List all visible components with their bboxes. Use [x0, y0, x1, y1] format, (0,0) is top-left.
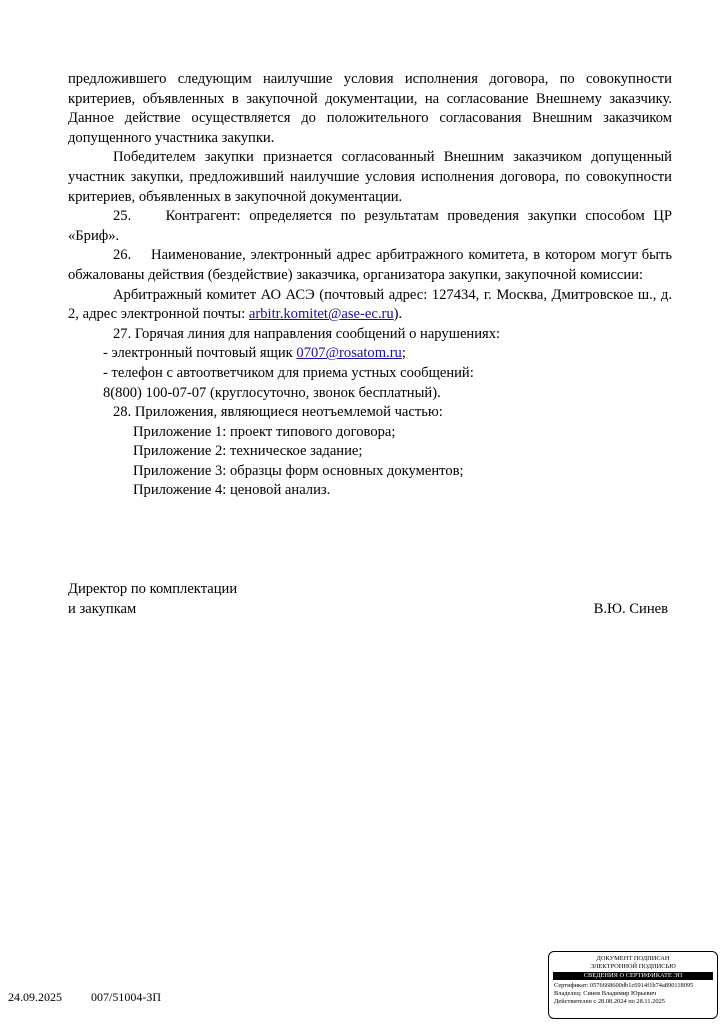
paragraph-28-appendices: 28. Приложения, являющиеся неотъемлемой частью: [113, 404, 443, 421]
appendix-item: Приложение 1: проект типового договора; [133, 423, 396, 440]
hotline-email-line [68, 344, 672, 364]
paragraph-continuation: предложившего следующим наилучшие условия исполнения договора, по совокупности критериев, объявленных в закупочной документации, на согласование Внешнему заказчику. Данное действие осуществляется до положительного согласования Внешним заказчиком допущенного участника закупки. [68, 71, 672, 146]
appendix-item: Приложение 2: техническое задание; [133, 443, 363, 460]
stamp-line1: ДОКУМЕНТ ПОДПИСАН [596, 955, 670, 962]
paragraph-27-hotline: 27. Горячая линия для направления сообщений о нарушениях: [113, 325, 501, 342]
arbitration-email-link[interactable]: arbitr.komitet@ase-ec.ru [248, 306, 394, 323]
hotline-phone-line: - телефон с автоответчиком для приема устных сообщений: [103, 364, 474, 381]
stamp-line2: ЭЛЕКТРОННОЙ ПОДПИСЬЮ [590, 963, 676, 970]
stamp-certificate: Сертификат: 0576668600db1c6914f1b74a890118095 [554, 982, 694, 989]
stamp-owner: Владелец: Синев Владимир Юрьевич [554, 990, 657, 997]
footer-date: 24.09.2025 [8, 990, 62, 1004]
arbitration-address-end: ). [393, 306, 403, 323]
stamp-header-bar: СВЕДЕНИЯ О СЕРТИФИКАТЕ ЭП [553, 972, 713, 980]
signer-name: В.Ю. Синев [593, 600, 668, 617]
footer-doc-number: 007/51004-ЗП [91, 990, 162, 1004]
paragraph-arbitration-address [68, 286, 672, 325]
footer [8, 990, 187, 1005]
hotline-phone-number: 8(800) 100-07-07 (круглосуточно, звонок бесплатный). [103, 384, 441, 401]
paragraph-25-contractor: 25. Контрагент: определяется по результатам проведения закупки способом ЦР «Бриф». [68, 208, 672, 244]
hotline-email-end: ; [401, 345, 406, 362]
stamp-validity: Действителен с 28.08.2024 по 28.11.2025 [554, 998, 665, 1005]
paragraph-winner: Победителем закупки признается согласованный Внешним заказчиком допущенный участник закупки, предложивший наилучшие условия исполнения договора, по совокупности критериев, объявленных в закупочной документации. [68, 149, 672, 205]
signer-title-line1: Директор по комплектации [68, 581, 238, 597]
arbitration-address-text: Арбитражный комитет АО АСЭ (почтовый адрес: 127434, г. Москва, Дмитровское ш., д. 2, адрес электронной почты: [68, 286, 672, 323]
electronic-signature-stamp [548, 951, 718, 1019]
appendix-item: Приложение 3: образцы форм основных документов; [133, 462, 464, 479]
signer-title-line2: и закупкам [68, 600, 137, 617]
document-body [68, 70, 672, 501]
hotline-email-link[interactable]: 0707@rosatom.ru [296, 345, 402, 362]
hotline-email-text: - электронный почтовый ящик [103, 345, 297, 362]
paragraph-26-arbitration: 26. Наименование, электронный адрес арбитражного комитета, в котором могут быть обжалованы действия (бездействие) заказчика, организатора закупки, закупочной комиссии: [68, 247, 672, 283]
appendix-item: Приложение 4: ценовой анализ. [133, 482, 331, 499]
signature-block [68, 580, 672, 619]
